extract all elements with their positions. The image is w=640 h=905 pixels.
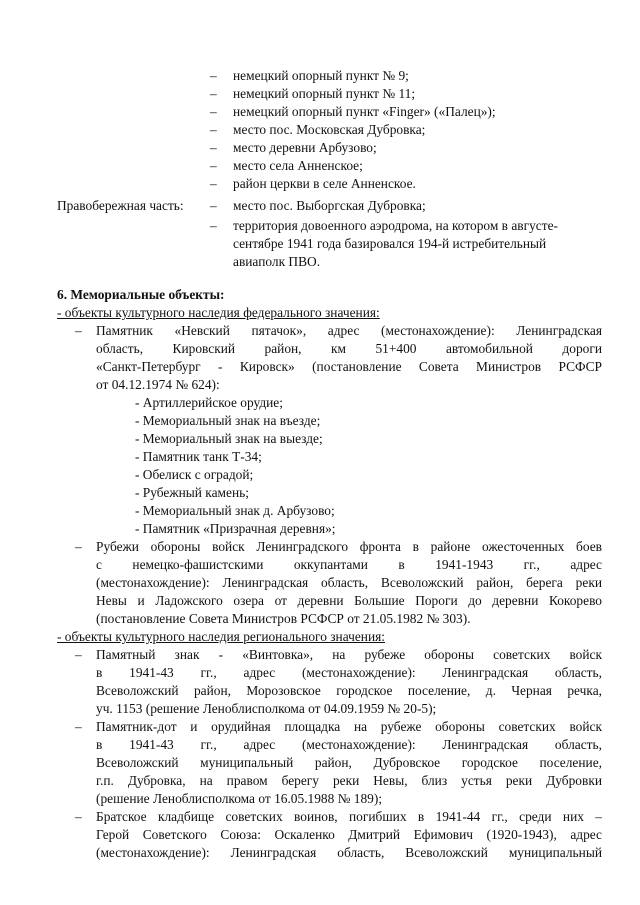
- sub-item: - Рубежный камень;: [135, 485, 249, 500]
- paragraph-line: с немецко-фашистскими оккупантами в 1941-1943 гг., адрес: [96, 557, 602, 572]
- paragraph-line: область, Кировский район, км 51+400 автомобильной дороги: [96, 341, 602, 356]
- list-dash: –: [210, 68, 217, 83]
- paragraph-line: (решение Леноблисполкома от 16.05.1988 № 189);: [96, 791, 383, 806]
- paragraph-line: Памятник «Невский пятачок», адрес (местонахождение): Ленинградская: [96, 323, 602, 338]
- list-dash: –: [75, 647, 82, 662]
- paragraph-line: Всеволожский муниципальный район, Дубровское городское поселение,: [96, 755, 602, 770]
- list-item-continued: авиаполк ПВО.: [233, 254, 321, 269]
- list-dash: –: [210, 140, 217, 155]
- sub-item: - Памятник «Призрачная деревня»;: [135, 521, 336, 536]
- sub-item: - Мемориальный знак на въезде;: [135, 413, 321, 428]
- list-dash: –: [210, 104, 217, 119]
- list-dash: –: [210, 218, 217, 233]
- list-item: район церкви в селе Анненское.: [233, 176, 416, 191]
- paragraph-line: (постановление Совета Министров РСФСР от 21.05.1982 № 303).: [96, 611, 471, 626]
- list-item: место деревни Арбузово;: [233, 140, 377, 155]
- sub-item: - Обелиск с оградой;: [135, 467, 254, 482]
- list-dash: –: [75, 323, 82, 338]
- sub-item: - Памятник танк Т-34;: [135, 449, 262, 464]
- paragraph-line: Всеволожский район, Морозовское городское поселение, д. Черная речка,: [96, 683, 602, 698]
- paragraph-line: в 1941-43 гг., адрес (местонахождение): Ленинградская область,: [96, 737, 602, 752]
- list-dash: –: [210, 176, 217, 191]
- paragraph-line: Братское кладбище советских воинов, погибших в 1941-44 гг., среди них –: [96, 809, 602, 824]
- list-item-continued: сентябре 1941 года базировался 194-й истребительный: [233, 236, 547, 251]
- list-dash: –: [210, 198, 217, 213]
- sub-item: - Мемориальный знак д. Арбузово;: [135, 503, 335, 518]
- paragraph-line: Невы и Ладожского озера от деревни Большие Пороги до деревни Кокорево: [96, 593, 602, 608]
- regional-subheading: - объекты культурного наследия регионального значения:: [57, 629, 386, 644]
- list-dash: –: [210, 86, 217, 101]
- federal-subheading: - объекты культурного наследия федерального значения:: [57, 305, 380, 320]
- list-item: место пос. Московская Дубровка;: [233, 122, 426, 137]
- list-dash: –: [75, 809, 82, 824]
- paragraph-line: г.п. Дубровка, на правом берегу реки Невы, близ устья реки Дубровки: [96, 773, 602, 788]
- right-bank-label: Правобережная часть:: [57, 198, 184, 213]
- list-item: территория довоенного аэродрома, на котором в августе-: [233, 218, 558, 233]
- paragraph-line: (местонахождение): Ленинградская область, Всеволожский район, берега реки: [96, 575, 602, 590]
- list-item: немецкий опорный пункт № 11;: [233, 86, 416, 101]
- list-dash: –: [210, 158, 217, 173]
- paragraph-line: Памятник-дот и орудийная площадка на рубеже обороны советских войск: [96, 719, 602, 734]
- paragraph-line: уч. 1153 (решение Леноблисполкома от 04.09.1959 № 20-5);: [96, 701, 437, 716]
- paragraph-line: (местонахождение): Ленинградская область, Всеволожский муниципальный: [96, 845, 602, 860]
- list-item: место села Анненское;: [233, 158, 363, 173]
- paragraph-line: Рубежи обороны войск Ленинградского фронта в районе ожесточенных боев: [96, 539, 602, 554]
- list-item: немецкий опорный пункт № 9;: [233, 68, 409, 83]
- paragraph-line: от 04.12.1974 № 624):: [96, 377, 220, 392]
- paragraph-line: Герой Советского Союза: Оскаленко Дмитрий Ефимович (1920-1943), адрес: [96, 827, 602, 842]
- section-heading: 6. Мемориальные объекты:: [57, 287, 225, 302]
- list-dash: –: [75, 539, 82, 554]
- paragraph-line: Памятный знак - «Винтовка», на рубеже обороны советских войск: [96, 647, 602, 662]
- list-item: немецкий опорный пункт «Finger» («Палец»);: [233, 104, 496, 119]
- list-item: место пос. Выборгская Дубровка;: [233, 198, 426, 213]
- paragraph-line: в 1941-43 гг., адрес (местонахождение): Ленинградская область,: [96, 665, 602, 680]
- sub-item: - Мемориальный знак на выезде;: [135, 431, 323, 446]
- list-dash: –: [75, 719, 82, 734]
- sub-item: - Артиллерийское орудие;: [135, 395, 283, 410]
- list-dash: –: [210, 122, 217, 137]
- paragraph-line: «Санкт-Петербург - Кировск» (постановление Совета Министров РСФСР: [96, 359, 602, 374]
